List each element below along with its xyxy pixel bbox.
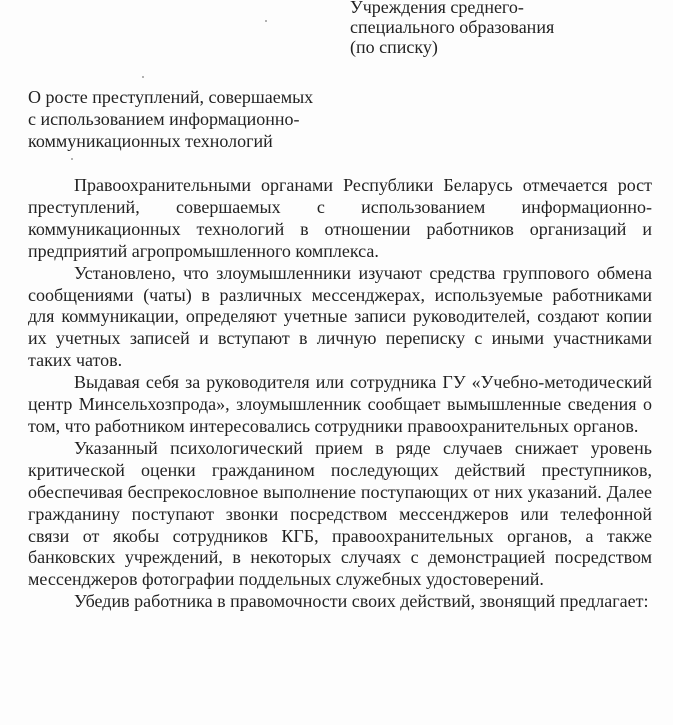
scan-speck	[71, 158, 73, 160]
body-paragraph: Указанный психологический прием в ряде случаев снижает уровень критической оценки гражданином последующих действий преступников, обеспечивая беспрекословное выполнение поступающих от них указаний. Далее гражданину поступают звонки посредством мессенджеров или телефонной связи от якобы сотрудников КГБ, правоохранительных органов, а также банковских учреждений, в некоторых случаях с демонстрацией посредством мессенджеров фотографии поддельных служебных удостоверений.	[28, 437, 652, 590]
addressee-block	[350, 0, 650, 57]
scan-speck	[142, 76, 144, 78]
subject-line: коммуникационных технологий	[28, 131, 273, 151]
body-paragraph: Выдавая себя за руководителя или сотрудника ГУ «Учебно-методический центр Минсельхозпрода», злоумышленник сообщает вымышленные сведения о том, что работником интересовались сотрудники правоохранительных органов.	[28, 372, 652, 436]
subject-heading	[28, 86, 358, 152]
body-paragraph: Убедив работника в правомочности своих действий, звонящий предлагает:	[74, 591, 649, 612]
addressee-line: (по списку)	[350, 37, 438, 57]
letter-body	[28, 175, 652, 613]
addressee-line: Учреждения среднего-	[350, 0, 524, 17]
subject-line: О росте преступлений, совершаемых	[28, 87, 314, 107]
addressee-line: специального образования	[350, 17, 555, 37]
body-paragraph: Установлено, что злоумышленники изучают средства группового обмена сообщениями (чаты) в различных мессенджерах, используемые работниками для коммуникации, определяют учетные записи руководителей, создают копии их учетных записей и вступают в личную переписку с иными участниками таких чатов.	[28, 262, 652, 371]
body-paragraph: Правоохранительными органами Республики Беларусь отмечается рост преступлений, совершаемых с использованием информационно-коммуникационных технологий в отношении работников организаций и предприятий агропромышленного комплекса.	[28, 175, 652, 261]
subject-line: с использованием информационно-	[28, 109, 300, 129]
scan-speck	[265, 20, 267, 22]
